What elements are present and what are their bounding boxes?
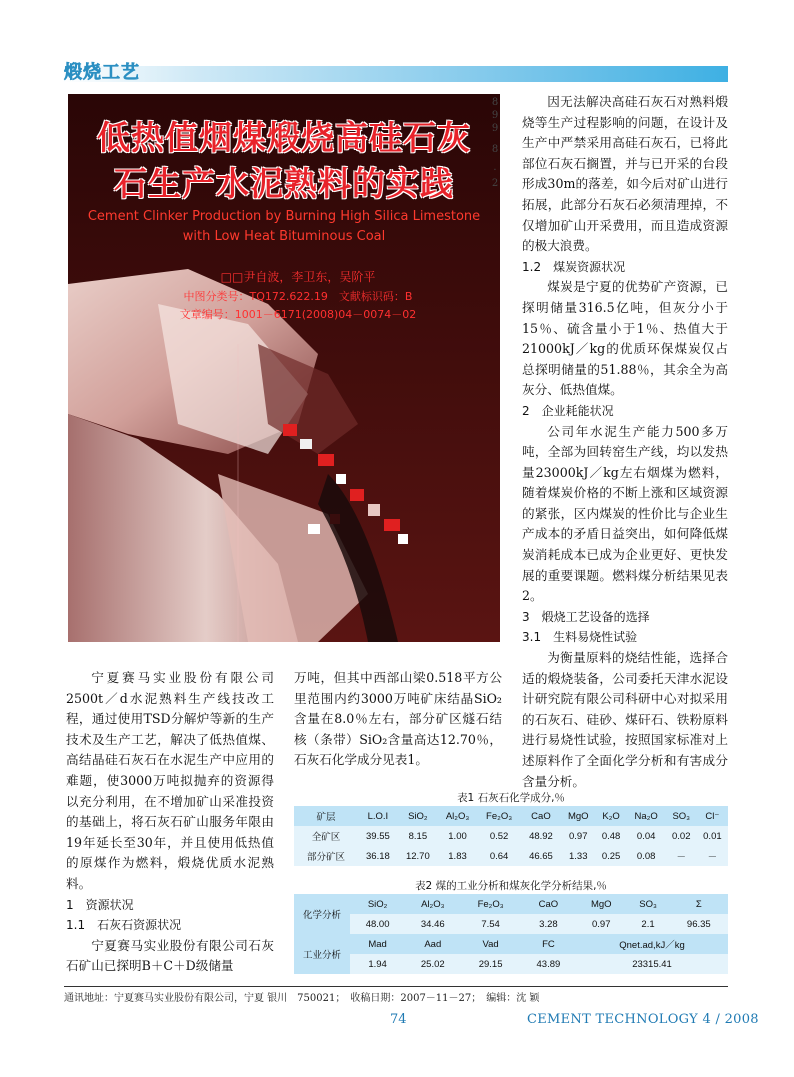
table-header-cell: Fe₂O₃ [486, 810, 513, 822]
side-digit: · [493, 165, 497, 176]
table-header-cell: Fe₂O₃ [477, 898, 504, 910]
table-row [294, 826, 728, 846]
table-cell: 0.52 [489, 830, 509, 842]
table-cell: 23315.41 [632, 958, 672, 970]
table-header-cell: Σ [695, 898, 702, 910]
table-header-cell: Al₂O₃ [445, 810, 470, 822]
table-cell: 0.04 [636, 830, 656, 842]
table-header-cell: 矿层 [316, 812, 336, 823]
footer-rule [64, 986, 728, 987]
table-cell: 29.15 [478, 958, 503, 970]
header-band [62, 66, 728, 82]
table-cell: 48.00 [365, 918, 390, 930]
table-row [294, 954, 728, 974]
side-digit: 9 [491, 123, 499, 134]
table1 [294, 806, 728, 866]
table-header-row [294, 806, 728, 826]
left-column [66, 668, 274, 977]
title-cn-line2: 石生产水泥熟料的实践 [114, 164, 454, 203]
article-number: 文章编号：1001－6171(2008)04－0074－02 [179, 308, 417, 321]
table-header-cell: Mad [368, 938, 387, 950]
table-cell: 3.28 [539, 918, 558, 930]
table-cell: 1.94 [368, 958, 387, 970]
heading-3: 3 煅烧工艺设备的选择 [522, 609, 650, 624]
paragraph: 公司年水泥生产能力500多万吨，全部为回转窑生产线，均以发热量23000kJ／kg左右烟煤为燃料，随着煤炭价格的不断上涨和区域资源的紧张，区内煤炭的性价比与企业生产成本的矛盾日益突出，如何降低煤炭消耗成本已成为企业更好、更快发展的重要课题。燃料煤分析结果见表2。 [522, 423, 728, 604]
authors: □□尹自波，李卫东，吴阶平 [220, 270, 376, 284]
table-cell: 46.65 [529, 850, 553, 862]
table-header-cell: Cl⁻ [705, 810, 720, 822]
table-cell: 7.54 [481, 918, 500, 930]
paragraph: 因无法解决高硅石灰石对熟料煅烧等生产过程影响的问题，在设计及生产中严禁采用高硅石灰石，已将此部位石灰石搁置，并与已开采的台段形成30m的落差，如今后对矿山进行拓展，此部分石灰石必须清理掉，不仅增加矿山开采费用，而且造成资源的极大浪费。 [522, 94, 728, 254]
hero-image [68, 94, 500, 642]
table2-caption: 表2 煤的工业分析和煤灰化学分析结果,％ [415, 880, 607, 892]
table-header-cell: SiO₂ [367, 898, 388, 910]
table-cell: 8.15 [408, 830, 428, 842]
table-header-cell: CaO [531, 810, 551, 822]
table-header-cell: Qnet.ad,kJ／kg [619, 940, 685, 951]
table-header-cell: MgO [590, 898, 612, 910]
heading-1-1: 1.1 石灰石资源状况 [66, 918, 182, 933]
paragraph: 煤炭是宁夏的优势矿产资源，已探明储量316.5亿吨，但灰分小于15％、硫含量小于1％、热值大于21000kJ／kg的优质环保煤炭仅占总探明储量的51.88％，其余全为高灰分、低热值煤。 [522, 279, 728, 398]
table-header-cell: SO₃ [672, 810, 691, 822]
paragraph: 宁夏赛马实业股份有限公司2500t／d水泥熟料生产线技改工程，通过使用TSD分解炉等新的生产技术及生产工艺，解决了低热值煤、高结晶硅石灰石在水泥生产中应用的难题，使3000万吨拟抛弃的资源得以充分利用，在不增加矿山采准投资的基础上，将石灰石矿山服务年限由19年延长至30年，并且使用低热值的原煤作为燃料，煅烧优质水泥熟料。 [66, 670, 274, 891]
table-cell: 0.97 [568, 830, 588, 842]
heading-3-1: 3.1 生料易烧性试验 [522, 630, 638, 645]
paragraph: 万吨，但其中西部山梁0.518平方公里范围内约3000万吨矿床结晶SiO₂含量在8.0％左右，部分矿区燧石结核（条带）SiO₂含量高达12.70％，石灰石化学成分见表1。 [294, 670, 502, 768]
table-header-cell: CaO [538, 898, 559, 910]
table-header-cell: FC [542, 938, 555, 950]
middle-column [294, 668, 502, 771]
table-cell: 39.55 [366, 830, 390, 842]
table-cell: 部分矿区 [306, 852, 345, 863]
table-cell: 0.97 [591, 918, 611, 930]
table-cell: 2.1 [641, 918, 655, 930]
table-header-row [294, 934, 728, 954]
side-digit: 9 [491, 110, 499, 121]
table-header-cell: SO₃ [639, 898, 657, 910]
table-cell: 12.70 [405, 850, 430, 862]
table-header-cell: Na₂O [634, 810, 658, 822]
table-cell: 48.92 [529, 830, 553, 842]
table-cell: － [676, 852, 686, 863]
table1-caption: 表1 石灰石化学成分,％ [457, 792, 565, 804]
table-header-cell: Vad [482, 938, 499, 950]
table-header-cell: L.O.I [367, 810, 389, 822]
side-digit: 8 [491, 144, 499, 155]
table-cell: 0.01 [703, 830, 722, 842]
table-cell: 25.02 [420, 958, 445, 970]
table-cell: 1.33 [568, 850, 588, 862]
journal-name: CEMENT TECHNOLOGY 4 / 2008 [527, 1012, 759, 1027]
table-header-cell: Al₂O₃ [421, 898, 445, 910]
table-cell: 0.25 [601, 850, 621, 862]
table-cell: 96.35 [686, 918, 711, 930]
heading-2: 2 企业耗能状况 [522, 403, 614, 418]
table2 [294, 894, 728, 974]
table-cell: 0.08 [636, 850, 656, 862]
table-cell: 34.46 [420, 918, 445, 930]
row-group-label: 化学分析 [302, 910, 341, 921]
row-group-label: 工业分析 [302, 950, 341, 961]
heading-1-2: 1.2 煤炭资源状况 [522, 259, 626, 274]
side-digit: 8 [491, 97, 499, 108]
table-header-cell: MgO [567, 810, 589, 822]
title-en-line1: Cement Clinker Production by Burning High Silica Limestone [87, 209, 481, 224]
table-cell: 1.00 [448, 830, 467, 842]
paragraph: 宁夏赛马实业股份有限公司石灰石矿山已探明B＋C＋D级储量 [66, 937, 274, 974]
section-tag: 煅烧工艺 [64, 62, 140, 83]
footnote: 通讯地址：宁夏赛马实业股份有限公司，宁夏 银川 750021； 收稿日期：2007－11－27； 编辑：沈 颖 [64, 993, 540, 1004]
table-cell: 0.48 [601, 830, 621, 842]
table-cell: 0.02 [672, 830, 691, 842]
table-cell: － [707, 852, 718, 863]
table-cell: 36.18 [366, 850, 390, 862]
right-column [522, 92, 728, 792]
heading-1: 1 资源状况 [66, 897, 134, 912]
table-cell: 全矿区 [311, 832, 341, 843]
clc-code: 中图分类号：TQ172.622.19 文献标识码：B [183, 290, 413, 303]
side-digits [490, 96, 500, 190]
paragraph: 为衡量原料的烧结性能，选择合适的煅烧装备，公司委托天津水泥设计研究院有限公司科研中心对拟采用的石灰石、硅砂、煤矸石、铁粉原料进行易烧性试验，按照国家标准对上述原料作了全面化学分析和有害成分含量分析。 [522, 650, 728, 789]
title-cn-line1: 低热值烟煤煅烧高硅石灰 [97, 118, 471, 157]
table-header-row [294, 894, 728, 914]
table-cell: 1.83 [448, 850, 467, 862]
table-cell: 43.89 [536, 958, 561, 970]
table-cell: 0.64 [489, 850, 509, 862]
title-en-line2: with Low Heat Bituminous Coal [182, 229, 386, 244]
table-header-cell: K₂O [602, 810, 620, 822]
table-header-cell: SiO₂ [408, 810, 428, 822]
table-row [294, 846, 728, 866]
table-row [294, 914, 728, 934]
side-digit: 2 [491, 178, 499, 189]
page-number: 74 [390, 1012, 407, 1027]
table-header-cell: Aad [424, 938, 442, 950]
